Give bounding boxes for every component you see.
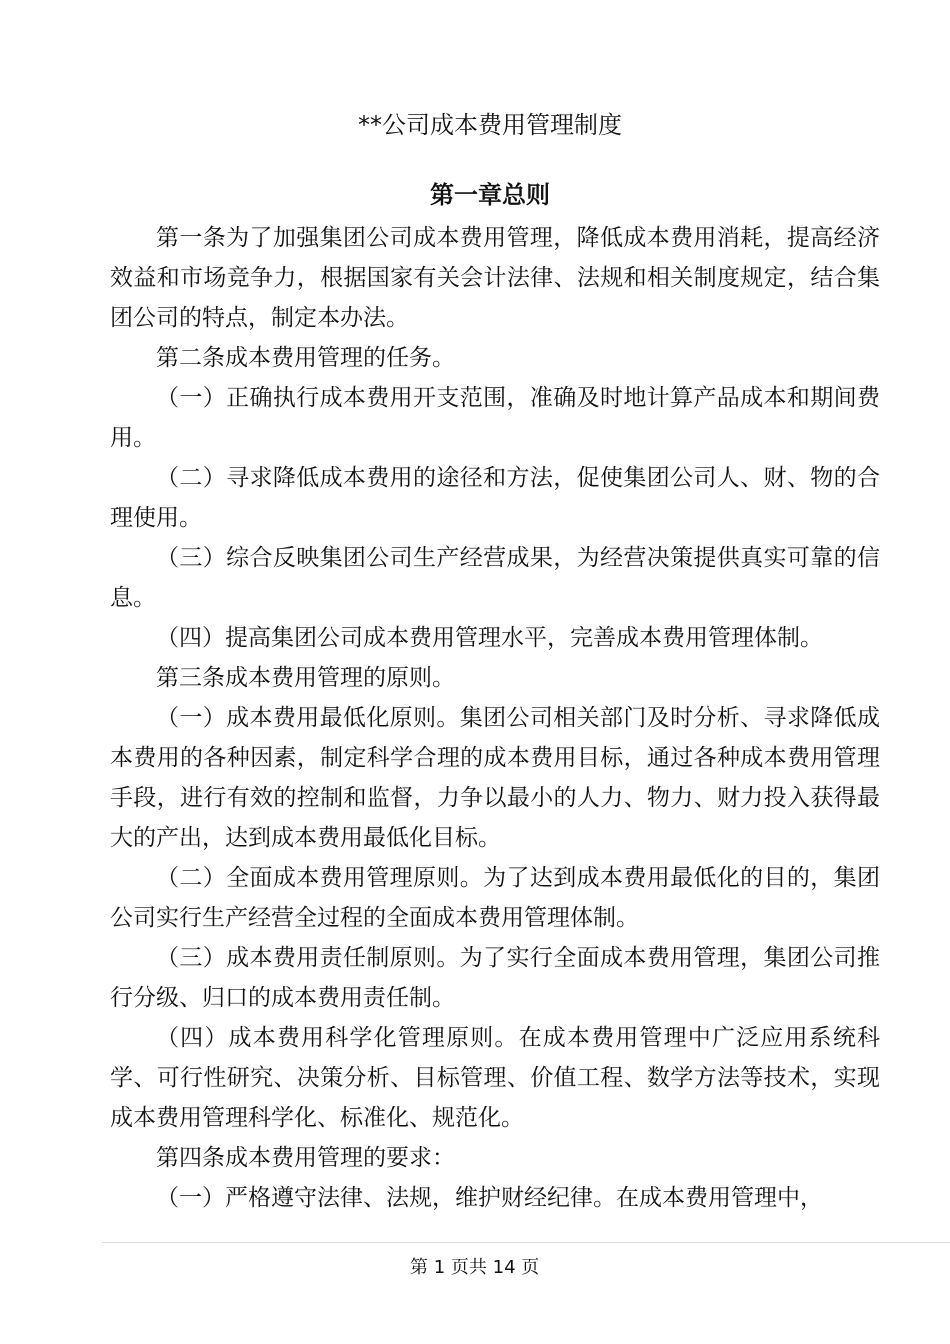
article-2-item-2: （二）寻求降低成本费用的途径和方法，促使集团公司人、财、物的合理使用。 (110, 465, 880, 531)
article-3-item-1: （一）成本费用最低化原则。集团公司相关部门及时分析、寻求降低成本费用的各种因素，制定科学合理的成本费用目标，通过各种成本费用管理手段，进行有效的控制和监督，力争以最小的人力、物力、财力投入获得最大的产出，达到成本费用最低化目标。 (110, 705, 880, 851)
article-2-item-4: （四）提高集团公司成本费用管理水平，完善成本费用管理体制。 (156, 625, 823, 651)
chapter-heading: 第一章总则 (430, 181, 550, 209)
article-2-item-3: （三）综合反映集团公司生产经营成果，为经营决策提供真实可靠的信息。 (110, 545, 880, 611)
article-3-item-2: （二）全面成本费用管理原则。为了达到成本费用最低化的目的，集团公司实行生产经营全过程的全面成本费用管理体制。 (110, 865, 880, 931)
document-body (110, 218, 880, 1218)
article-4-heading: 第四条成本费用管理的要求： (156, 1145, 455, 1171)
footer-divider (102, 1242, 950, 1243)
article-3-heading: 第三条成本费用管理的原则。 (156, 665, 455, 691)
article-2-heading: 第二条成本费用管理的任务。 (156, 345, 455, 371)
page-number-footer: 第 1 页共 14 页 (410, 1257, 540, 1278)
document-title: **公司成本费用管理制度 (358, 111, 622, 139)
article-4-item-1: （一）严格遵守法律、法规，维护财经纪律。在成本费用管理中， (156, 1185, 823, 1211)
article-3-item-4: （四）成本费用科学化管理原则。在成本费用管理中广泛应用系统科学、可行性研究、决策分析、目标管理、价值工程、数学方法等技术，实现成本费用管理科学化、标准化、规范化。 (110, 1025, 880, 1131)
article-1-paragraph: 第一条为了加强集团公司成本费用管理，降低成本费用消耗，提高经济效益和市场竞争力，根据国家有关会计法律、法规和相关制度规定，结合集团公司的特点，制定本办法。 (110, 225, 880, 331)
article-3-item-3: （三）成本费用责任制原则。为了实行全面成本费用管理，集团公司推行分级、归口的成本费用责任制。 (110, 945, 880, 1011)
article-2-item-1: （一）正确执行成本费用开支范围，准确及时地计算产品成本和期间费用。 (110, 385, 880, 451)
